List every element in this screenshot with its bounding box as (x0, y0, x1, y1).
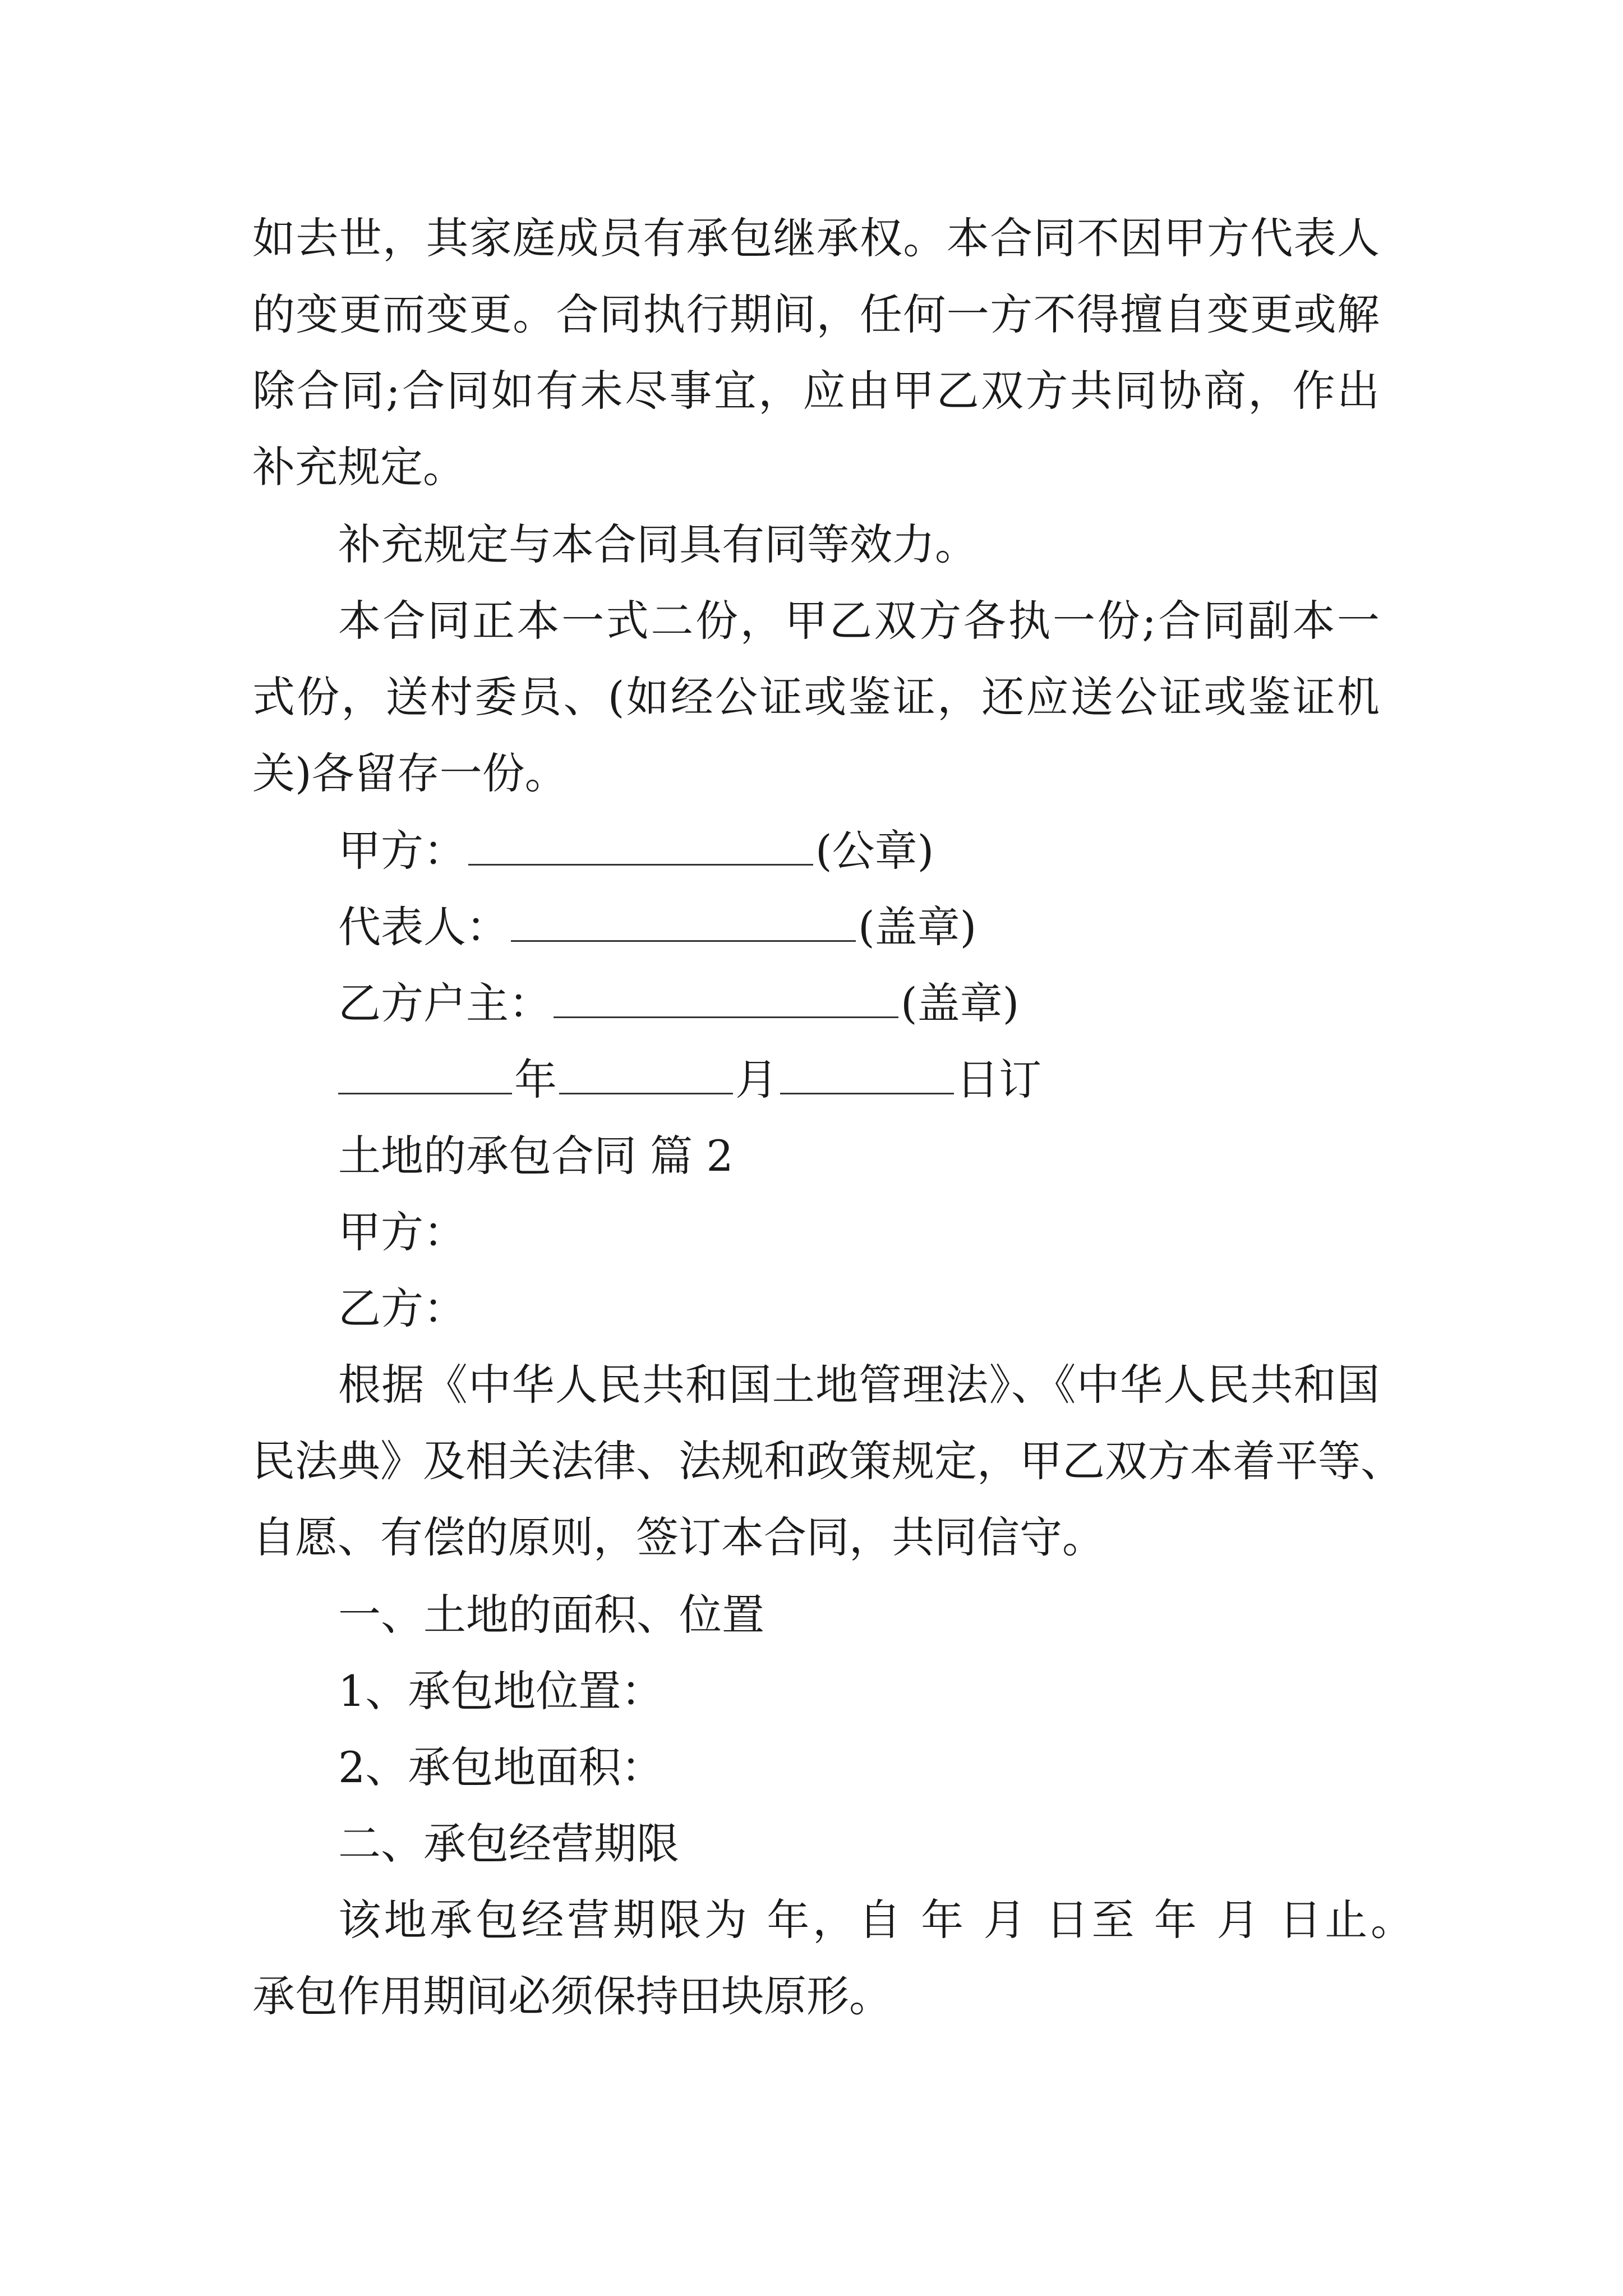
clause-item: 2、承包地面积： (338, 1742, 664, 1792)
month-blank[interactable] (559, 1053, 733, 1094)
body-text-line: 补充规定与本合同具有同等效力。 (338, 519, 978, 569)
body-text-line: 如去世，其家庭成员有承包继承权。本合同不因甲方代表人 (252, 213, 1380, 263)
body-text-line: 补充规定。 (252, 442, 465, 492)
party-a-label: 甲方： (338, 826, 466, 876)
preamble-line: 自愿、有偿的原则，签订本合同，共同信守。 (252, 1512, 1105, 1562)
clause-heading: 二、承包经营期限 (338, 1819, 679, 1869)
date-line (338, 1052, 1041, 1108)
body-text-line: 式份，送村委员、(如经公证或鉴证，还应送公证或鉴证机 (252, 672, 1380, 722)
clause-text-line: 该地承包经营期限为 年，自 年 月 日至 年 月 日止。 (338, 1895, 1413, 1945)
party-b-label: 乙方户主： (338, 978, 551, 1028)
preamble-line: 民法典》及相关法律、法规和政策规定，甲乙双方本着平等、 (252, 1436, 1403, 1486)
party-a-signature-line (338, 823, 934, 879)
party-b-heading: 乙方： (338, 1283, 466, 1333)
party-a-signature-blank[interactable] (468, 825, 813, 866)
clause-heading: 一、土地的面积、位置 (338, 1590, 764, 1640)
representative-signature-line (338, 899, 976, 955)
section-title: 土地的承包合同 篇 2 (338, 1131, 734, 1181)
body-text-line: 的变更而变更。合同执行期间，任何一方不得擅自变更或解 (252, 289, 1380, 339)
day-label: 日订 (956, 1055, 1041, 1105)
body-text-line: 本合同正本一式二份，甲乙双方各执一份;合同副本一 (338, 596, 1380, 646)
clause-item: 1、承包地位置： (338, 1666, 664, 1716)
party-b-seal-note: (盖章) (901, 978, 1020, 1028)
representative-seal-note: (盖章) (858, 902, 977, 952)
clause-text-line: 承包作用期间必须保持田块原形。 (252, 1971, 892, 2021)
year-label: 年 (514, 1055, 557, 1105)
representative-signature-blank[interactable] (511, 901, 856, 942)
representative-label: 代表人： (338, 902, 509, 952)
body-text-line: 关)各留存一份。 (252, 748, 568, 798)
party-a-seal-note: (公章) (815, 826, 934, 876)
month-label: 月 (735, 1055, 778, 1105)
body-text-line: 除合同;合同如有未尽事宜，应由甲乙双方共同协商，作出 (252, 366, 1380, 416)
preamble-line: 根据《中华人民共和国土地管理法》、《中华人民共和国 (338, 1360, 1380, 1410)
day-blank[interactable] (780, 1053, 954, 1094)
party-a-heading: 甲方： (338, 1207, 466, 1257)
party-b-signature-line (338, 976, 1019, 1032)
year-blank[interactable] (338, 1053, 512, 1094)
party-b-signature-blank[interactable] (554, 977, 898, 1018)
